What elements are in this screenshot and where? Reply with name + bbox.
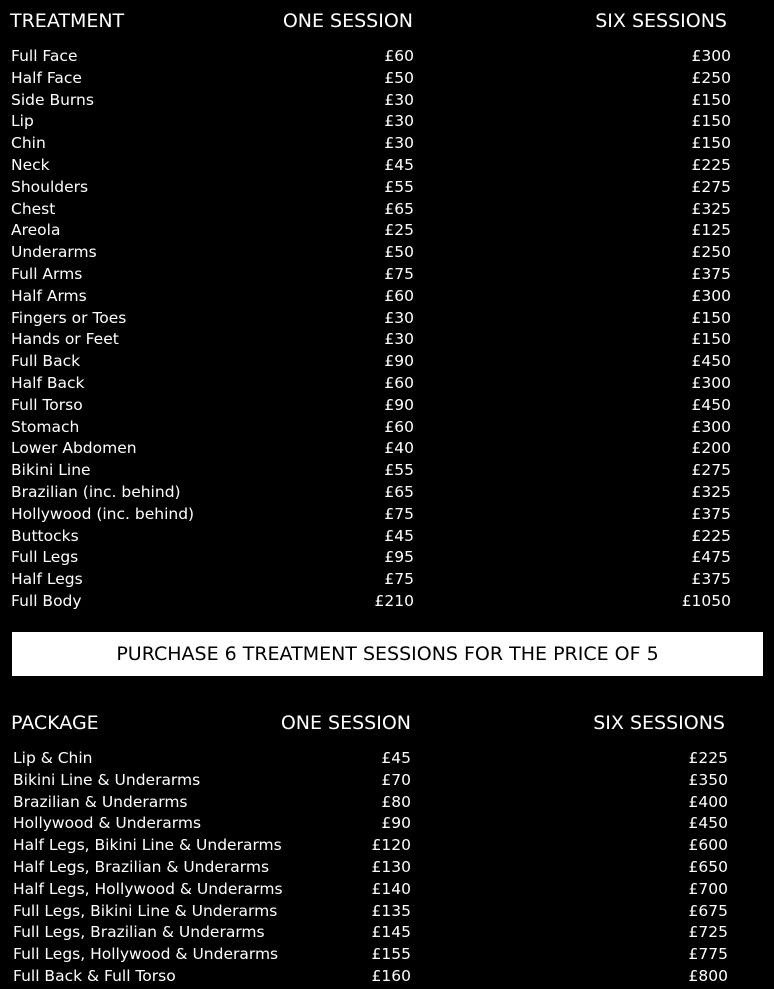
six-sessions-price: £400 [688, 792, 728, 811]
table-row [0, 834, 774, 856]
six-sessions-price: £300 [691, 286, 731, 305]
six-sessions-price: £225 [691, 155, 731, 174]
item-name: Half Legs, Bikini Line & Underarms [13, 836, 282, 855]
one-session-price: £130 [371, 857, 411, 876]
table-row [0, 878, 774, 900]
one-session-price: £80 [381, 792, 411, 811]
six-sessions-price: £325 [691, 482, 731, 501]
table-row [0, 921, 774, 943]
table-row [0, 546, 774, 568]
item-name: Full Face [11, 47, 78, 65]
item-name: Lip & Chin [13, 749, 93, 767]
item-name: Stomach [11, 417, 80, 436]
item-name: Full Back [11, 352, 81, 371]
six-sessions-price: £300 [691, 47, 731, 65]
package-column-header: PACKAGE [11, 712, 99, 734]
item-name: Half Legs, Brazilian & Underarms [13, 857, 270, 876]
item-name: Chin [11, 134, 46, 153]
table-row [0, 747, 774, 769]
six-sessions-price: £375 [691, 264, 731, 283]
treatment-column-header: TREATMENT [10, 10, 125, 32]
one-session-price: £30 [384, 134, 414, 153]
six-sessions-price: £675 [688, 901, 728, 920]
table-row [0, 481, 774, 503]
table-row [0, 525, 774, 547]
six-sessions-price: £450 [688, 814, 728, 833]
item-name: Hollywood (inc. behind) [11, 504, 195, 523]
six-sessions-price: £225 [688, 749, 728, 767]
table-row [0, 154, 774, 176]
item-name: Side Burns [11, 90, 94, 109]
table-row [0, 900, 774, 922]
table-row [0, 769, 774, 791]
one-session-price: £55 [384, 461, 414, 480]
six-sessions-price: £275 [691, 177, 731, 196]
item-name: Full Torso [11, 395, 83, 414]
item-name: Underarms [11, 243, 97, 262]
one-session-price: £70 [381, 770, 411, 789]
six-sessions-price: £300 [691, 373, 731, 392]
one-session-price: £155 [371, 945, 411, 964]
promo-banner: PURCHASE 6 TREATMENT SESSIONS FOR THE PRICE OF 5 [12, 632, 763, 676]
one-session-price: £30 [384, 330, 414, 349]
item-name: Neck [11, 155, 50, 174]
one-session-price: £30 [384, 112, 414, 131]
one-session-price: £210 [374, 591, 414, 610]
item-name: Full Arms [11, 264, 83, 283]
item-name: Hands or Feet [11, 330, 119, 349]
item-name: Buttocks [11, 526, 79, 545]
one-session-column-header: ONE SESSION [280, 712, 411, 734]
one-session-price: £50 [384, 243, 414, 262]
table-row [0, 350, 774, 372]
one-session-price: £60 [384, 417, 414, 436]
one-session-price: £90 [384, 395, 414, 414]
one-session-price: £25 [384, 221, 414, 240]
six-sessions-price: £600 [688, 836, 728, 855]
six-sessions-price: £700 [688, 879, 728, 898]
one-session-price: £60 [384, 373, 414, 392]
item-name: Shoulders [11, 177, 89, 196]
package-table-header [0, 706, 774, 736]
treatment-table-header [0, 4, 774, 34]
table-row [0, 89, 774, 111]
six-sessions-price: £375 [691, 504, 731, 523]
one-session-price: £75 [384, 570, 414, 589]
item-name: Half Legs [11, 570, 83, 589]
six-sessions-price: £150 [691, 134, 731, 153]
package-rows [0, 747, 774, 987]
one-session-price: £60 [384, 47, 414, 65]
item-name: Bikini Line & Underarms [13, 770, 201, 789]
one-session-price: £50 [384, 68, 414, 87]
treatment-price-table [0, 4, 774, 612]
table-row [0, 132, 774, 154]
six-sessions-price: £250 [691, 243, 731, 262]
item-name: Half Face [11, 68, 82, 87]
six-sessions-price: £650 [688, 857, 728, 876]
table-row [0, 965, 774, 987]
table-row [0, 307, 774, 329]
item-name: Full Back & Full Torso [13, 966, 176, 985]
one-session-column-header: ONE SESSION [282, 10, 413, 32]
six-sessions-price: £475 [691, 548, 731, 567]
table-row [0, 394, 774, 416]
six-sessions-price: £250 [691, 68, 731, 87]
one-session-price: £65 [384, 482, 414, 501]
six-sessions-column-header: SIX SESSIONS [595, 10, 727, 32]
item-name: Lip [11, 112, 34, 131]
one-session-price: £45 [384, 526, 414, 545]
six-sessions-price: £150 [691, 90, 731, 109]
one-session-price: £55 [384, 177, 414, 196]
item-name: Full Body [11, 591, 82, 610]
table-row [0, 437, 774, 459]
table-row [0, 285, 774, 307]
six-sessions-price: £150 [691, 308, 731, 327]
table-row [0, 110, 774, 132]
item-name: Full Legs [11, 548, 79, 567]
table-row [0, 198, 774, 220]
table-row [0, 590, 774, 612]
table-row [0, 856, 774, 878]
six-sessions-price: £800 [688, 966, 728, 985]
table-row [0, 219, 774, 241]
one-session-price: £40 [384, 439, 414, 458]
table-row [0, 812, 774, 834]
table-row [0, 263, 774, 285]
six-sessions-price: £200 [691, 439, 731, 458]
table-row [0, 176, 774, 198]
item-name: Fingers or Toes [11, 308, 127, 327]
six-sessions-price: £225 [691, 526, 731, 545]
six-sessions-price: £325 [691, 199, 731, 218]
one-session-price: £140 [371, 879, 411, 898]
six-sessions-price: £150 [691, 112, 731, 131]
item-name: Half Back [11, 373, 85, 392]
package-price-table [0, 706, 774, 987]
item-name: Brazilian & Underarms [13, 792, 188, 811]
item-name: Hollywood & Underarms [13, 814, 202, 833]
item-name: Areola [11, 221, 61, 240]
one-session-price: £135 [371, 901, 411, 920]
table-row [0, 791, 774, 813]
table-row [0, 459, 774, 481]
table-row [0, 328, 774, 350]
six-sessions-price: £300 [691, 417, 731, 436]
one-session-price: £160 [371, 966, 411, 985]
one-session-price: £95 [384, 548, 414, 567]
table-row [0, 416, 774, 438]
six-sessions-price: £275 [691, 461, 731, 480]
six-sessions-price: £125 [691, 221, 731, 240]
item-name: Full Legs, Bikini Line & Underarms [13, 901, 278, 920]
one-session-price: £45 [384, 155, 414, 174]
item-name: Half Legs, Hollywood & Underarms [13, 879, 283, 898]
one-session-price: £145 [371, 923, 411, 942]
six-sessions-price: £375 [691, 570, 731, 589]
one-session-price: £75 [384, 504, 414, 523]
table-row [0, 241, 774, 263]
one-session-price: £45 [381, 749, 411, 767]
one-session-price: £30 [384, 90, 414, 109]
six-sessions-price: £775 [688, 945, 728, 964]
six-sessions-price: £725 [688, 923, 728, 942]
one-session-price: £60 [384, 286, 414, 305]
six-sessions-price: £350 [688, 770, 728, 789]
table-row [0, 372, 774, 394]
six-sessions-price: £450 [691, 395, 731, 414]
one-session-price: £120 [371, 836, 411, 855]
item-name: Half Arms [11, 286, 87, 305]
treatment-rows [0, 45, 774, 612]
six-sessions-price: £450 [691, 352, 731, 371]
item-name: Lower Abdomen [11, 439, 137, 458]
table-row [0, 67, 774, 89]
table-row [0, 943, 774, 965]
one-session-price: £90 [381, 814, 411, 833]
item-name: Full Legs, Hollywood & Underarms [13, 945, 279, 964]
one-session-price: £90 [384, 352, 414, 371]
six-sessions-price: £150 [691, 330, 731, 349]
table-row [0, 503, 774, 525]
six-sessions-column-header: SIX SESSIONS [593, 712, 725, 734]
one-session-price: £75 [384, 264, 414, 283]
one-session-price: £65 [384, 199, 414, 218]
one-session-price: £30 [384, 308, 414, 327]
item-name: Chest [11, 199, 56, 218]
item-name: Bikini Line [11, 461, 91, 480]
table-row [0, 568, 774, 590]
item-name: Brazilian (inc. behind) [11, 482, 181, 501]
table-row [0, 45, 774, 67]
item-name: Full Legs, Brazilian & Underarms [13, 923, 265, 942]
six-sessions-price: £1050 [681, 591, 731, 610]
